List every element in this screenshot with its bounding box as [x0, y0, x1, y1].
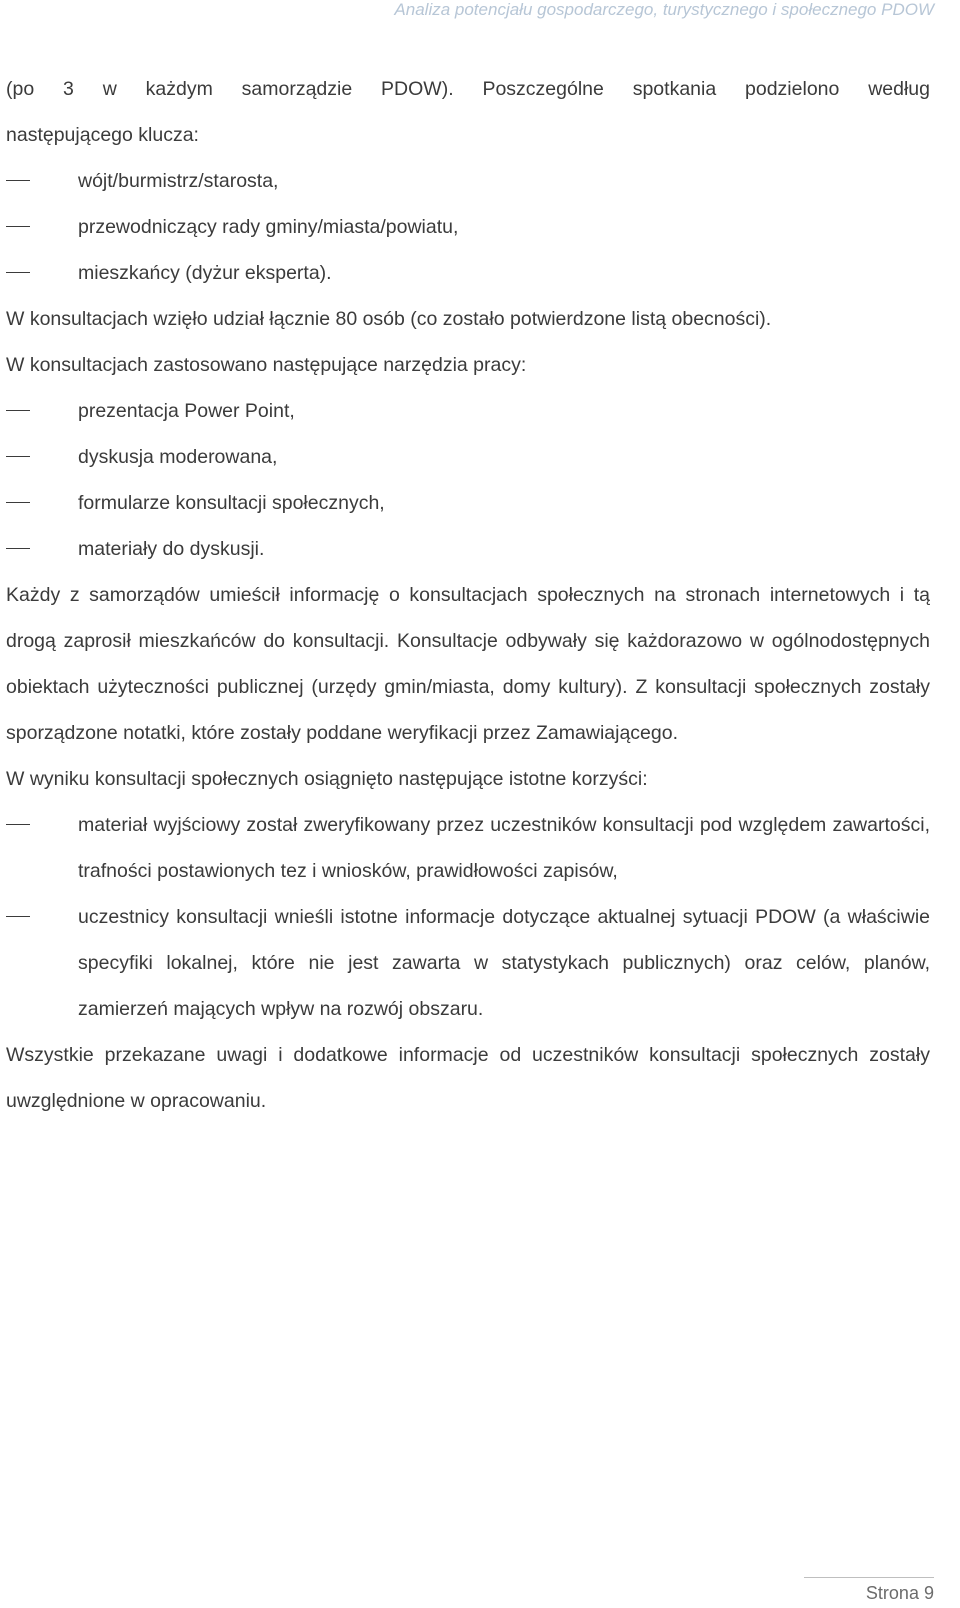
- dash-bullet-icon: [6, 456, 30, 457]
- tools-intro: W konsultacjach zastosowano następujące narzędzia pracy:: [6, 354, 527, 376]
- consultation-paragraph: Każdy z samorządów umieścił informację o konsultacjach społecznych na stronach internetowych i tą drogą zaprosił mieszkańców do konsultacji. Konsultacje odbywały się każdorazowo w ogólnodostępnych obiektach użyteczności publicznej (urzędy gmin/miasta, domy kultury). Z konsultacji społecznych zostały sporządzone notatki, które zostały poddane weryfikacji przez Zamawiającego.: [6, 584, 930, 744]
- dash-bullet-icon: [6, 548, 30, 549]
- list-item: przewodniczący rady gminy/miasta/powiatu,: [6, 204, 930, 250]
- page-footer: [866, 1583, 934, 1604]
- benefits-list: [6, 802, 930, 1032]
- intro-paragraph: (po 3 w każdym samorządzie PDOW). Poszczególne spotkania podzielono według: [6, 78, 930, 100]
- footer-divider: [804, 1577, 934, 1578]
- benefits-intro: W wyniku konsultacji społecznych osiągnięto następujące istotne korzyści:: [6, 768, 648, 790]
- dash-bullet-icon: [6, 226, 30, 227]
- list-item: mieszkańcy (dyżur eksperta).: [6, 250, 930, 296]
- intro-paragraph-continued: następującego klucza:: [6, 124, 199, 146]
- list-item: formularze konsultacji społecznych,: [6, 480, 930, 526]
- dash-bullet-icon: [6, 410, 30, 411]
- list-item: uczestnicy konsultacji wnieśli istotne informacje dotyczące aktualnej sytuacji PDOW (a właściwie specyfiki lokalnej, które nie jest zawarta w statystykach publicznych) oraz celów, planów, zamierzeń mających wpływ na rozwój obszaru.: [6, 894, 930, 1032]
- dash-bullet-icon: [6, 272, 30, 273]
- participants-paragraph: W konsultacjach wzięło udział łącznie 80 osób (co zostało potwierdzone listą obecności).: [6, 308, 772, 330]
- list-item: prezentacja Power Point,: [6, 388, 930, 434]
- meeting-groups-list: [6, 158, 930, 296]
- list-item: dyskusja moderowana,: [6, 434, 930, 480]
- running-header: Analiza potencjału gospodarczego, turystycznego i społecznego PDOW: [394, 0, 934, 19]
- tools-list: [6, 388, 930, 572]
- dash-bullet-icon: [6, 824, 30, 825]
- document-body: [6, 66, 930, 1124]
- closing-paragraph: Wszystkie przekazane uwagi i dodatkowe informacje od uczestników konsultacji społecznych zostały uwzględnione w opracowaniu.: [6, 1044, 930, 1112]
- dash-bullet-icon: [6, 502, 30, 503]
- page-number: 9: [923, 1583, 934, 1603]
- dash-bullet-icon: [6, 916, 30, 917]
- dash-bullet-icon: [6, 180, 30, 181]
- list-item: materiały do dyskusji.: [6, 526, 930, 572]
- list-item: wójt/burmistrz/starosta,: [6, 158, 930, 204]
- list-item: materiał wyjściowy został zweryfikowany przez uczestników konsultacji pod względem zawartości, trafności postawionych tez i wniosków, prawidłowości zapisów,: [6, 802, 930, 894]
- page-label: Strona: [865, 1583, 919, 1603]
